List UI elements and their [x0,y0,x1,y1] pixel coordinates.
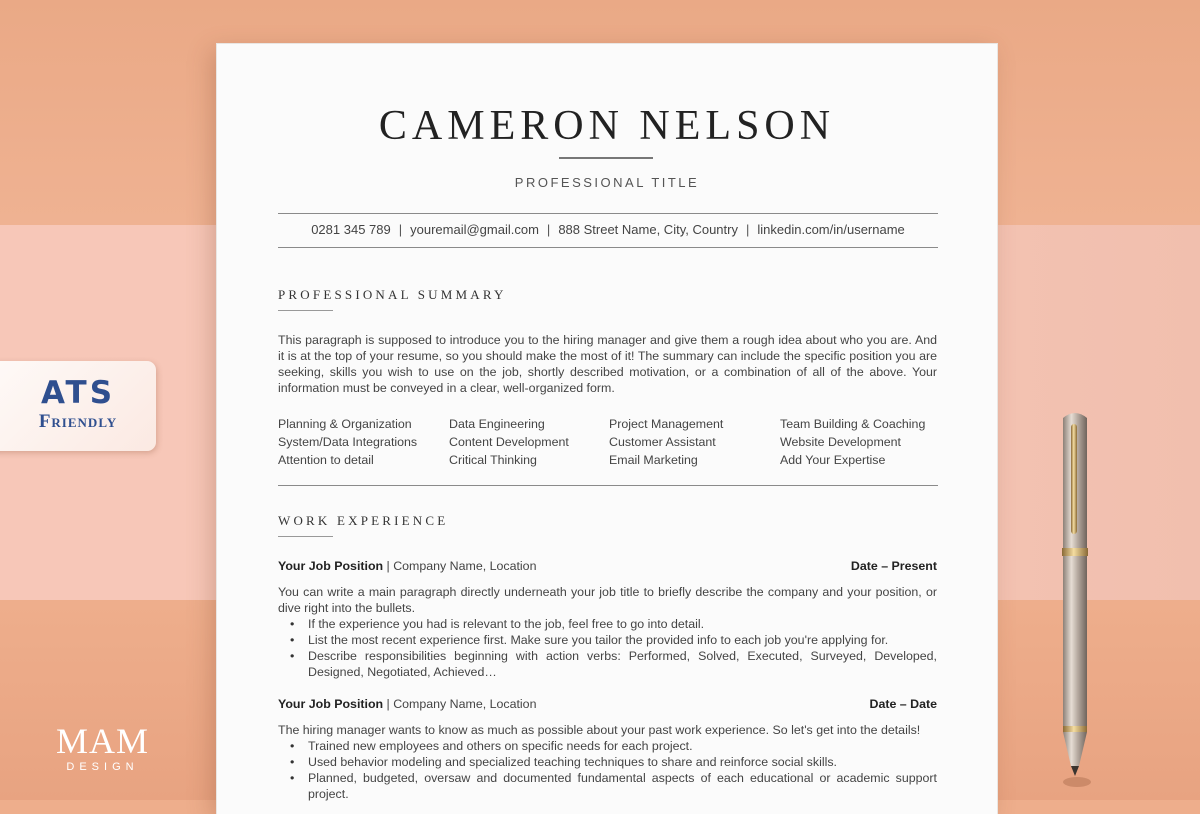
contact-rule-top [278,213,938,214]
summary-heading: PROFESSIONAL SUMMARY [278,287,507,302]
skill-item: Critical Thinking [449,453,537,467]
name-divider [559,157,653,159]
skill-item: Team Building & Coaching [780,417,926,431]
contact-separator: | [745,222,750,237]
contact-separator: | [398,222,403,237]
job-bullet: • Trained new employees and others on specific needs for each project. [308,738,937,754]
skill-item: Data Engineering [449,417,545,431]
job-date: Date – Present [850,559,937,573]
brand-logo-subtitle: DESIGN [66,761,139,773]
skills-column [609,415,723,469]
job-bullet: • Planned, budgeted, oversaw and documented fundamental aspects of each educational or academic support project. [308,770,937,802]
skill-item: Planning & Organization [278,417,412,431]
job-company: | Company Name, Location [386,697,537,711]
contact-rule-bottom [278,247,938,248]
contact-phone: 0281 345 789 [311,222,391,237]
job-bullets [278,738,937,802]
skills-column [278,415,417,469]
contact-address: 888 Street Name, City, Country [558,222,738,237]
job-description: The hiring manager wants to know as much as possible about your past work experience. So let's get into the details! [278,723,921,737]
skill-item: Project Management [609,417,724,431]
resume-name: CAMERON NELSON [378,103,836,149]
skill-item: Customer Assistant [609,435,716,449]
pen-icon [1055,410,1095,790]
summary-paragraph: This paragraph is supposed to introduce you to the hiring manager and give them a rough idea about who you are. And it is at the top of your resume, so you should make the most of it! The summary can include the specific position you are seeking, skills you wish to use on the job, shortly described motivation, or a combination of all of the above. Your information must be conveyed in a clear, well-organized form. [278,333,937,395]
experience-heading: WORK EXPERIENCE [278,513,449,528]
job-bullets [278,616,937,680]
summary-heading-rule [278,310,333,311]
experience-heading-rule [278,536,333,537]
section-divider [278,485,938,486]
job-description: You can write a main paragraph directly underneath your job title to briefly describe the company and your position, or dive right into the bullets. [278,585,937,615]
professional-title: PROFESSIONAL TITLE [514,175,700,190]
skill-item: Content Development [449,435,569,449]
ats-friendly-badge [0,361,156,451]
job-header [278,697,937,711]
job-company: | Company Name, Location [386,559,537,573]
skill-item: Email Marketing [609,453,698,467]
job-bullet: • If the experience you had is relevant to the job, feel free to go into detail. [308,616,937,632]
skill-item: Add Your Expertise [780,453,886,467]
skills-column [780,415,925,469]
contact-email: youremail@gmail.com [410,222,539,237]
contact-linkedin: linkedin.com/in/username [757,222,905,237]
skill-item: Website Development [780,435,901,449]
brand-logo: MAM [55,721,150,761]
job-bullet: • Used behavior modeling and specialized teaching techniques to share and reinforce social skills. [308,754,937,770]
badge-ats-text: ATS [40,375,116,411]
job-position: Your Job Position [278,697,384,711]
contact-line [278,222,938,237]
resume-page [217,44,997,814]
contact-separator: | [546,222,551,237]
job-position: Your Job Position [278,559,384,573]
skills-column [449,415,569,469]
skill-item: Attention to detail [278,453,374,467]
job-header [278,559,937,573]
badge-friendly-text: Friendly [38,411,118,432]
job-bullet: • List the most recent experience first. Make sure you tailor the provided info to each job you're applying for. [308,632,937,648]
skill-item: System/Data Integrations [278,435,418,449]
job-bullet: • Describe responsibilities beginning with action verbs: Performed, Solved, Executed, Surveyed, Developed, Designed, Negotiated, Achieved… [308,648,937,680]
job-date: Date – Date [869,697,937,711]
